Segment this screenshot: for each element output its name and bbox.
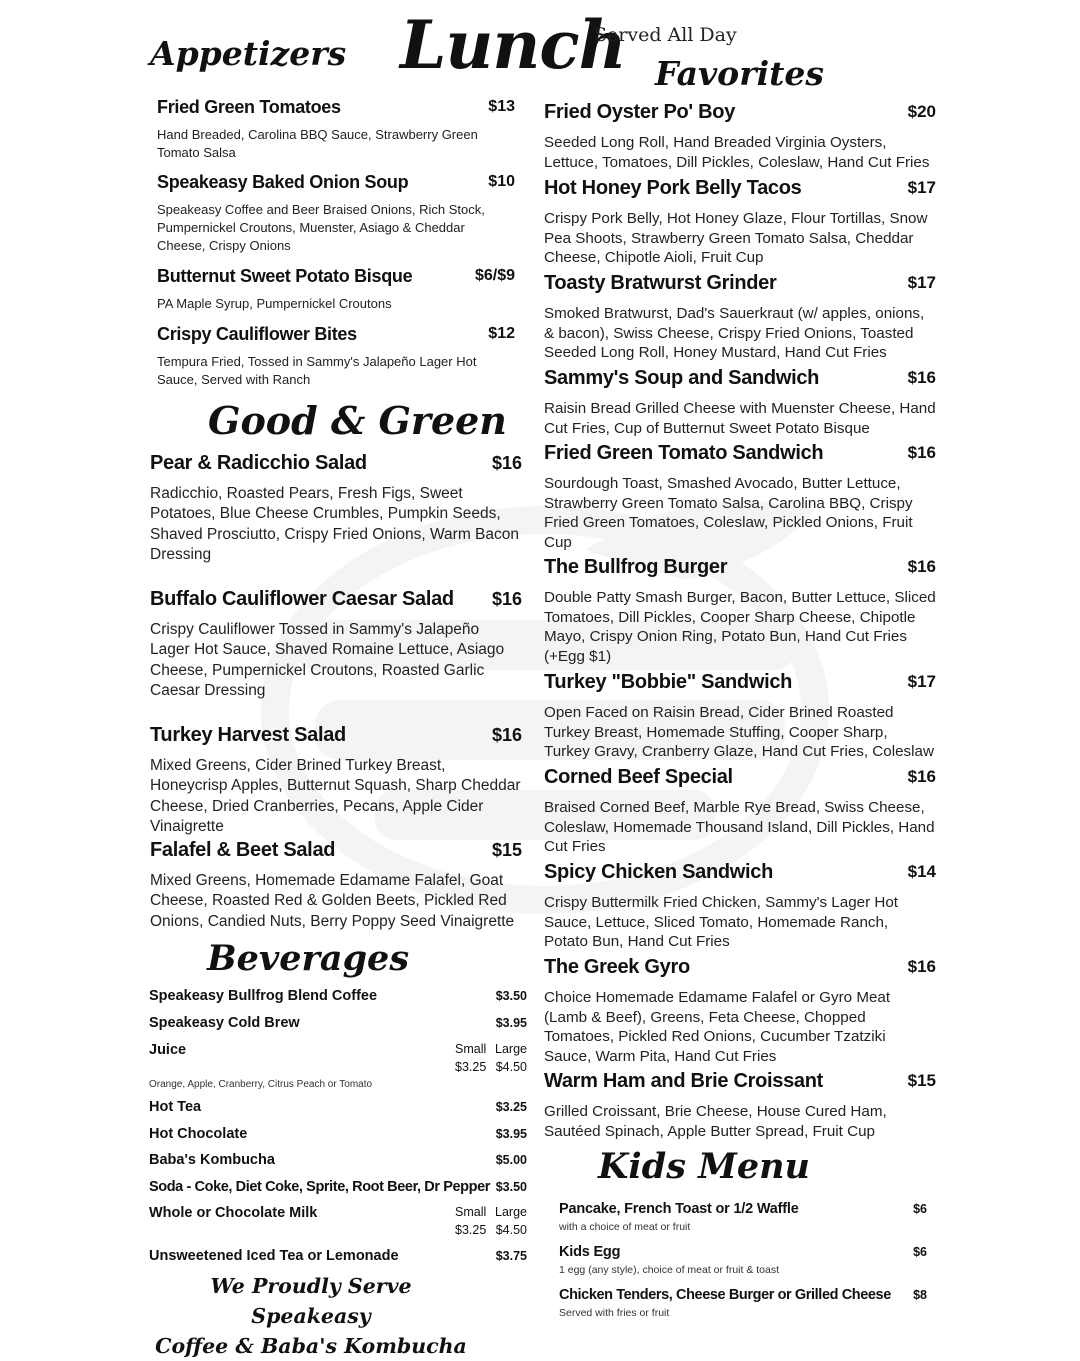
beverage-price: $3.25 xyxy=(495,1100,527,1114)
item-name: Turkey "Bobbie" Sandwich xyxy=(544,671,793,693)
appetizer-item xyxy=(157,322,515,389)
item-price: $17 xyxy=(907,178,936,197)
beverage-item xyxy=(149,1203,527,1237)
kids-item xyxy=(559,1285,927,1319)
beverage-name: Hot Chocolate xyxy=(149,1126,248,1142)
beverage-price: $5.00 xyxy=(495,1153,527,1167)
kids-item-note: 1 egg (any style), choice of meat or fruit & toast xyxy=(559,1264,780,1276)
salad-item xyxy=(150,586,522,701)
item-price: $16 xyxy=(907,767,936,786)
small-price: $3.25 xyxy=(455,1223,487,1237)
kids-item-name: Kids Egg xyxy=(559,1244,621,1260)
beverage-item xyxy=(149,1013,527,1033)
salad-item xyxy=(150,837,522,932)
item-name: Butternut Sweet Potato Bisque xyxy=(157,266,413,286)
appetizer-item xyxy=(157,170,515,255)
small-label: Small xyxy=(455,1042,487,1056)
beverage-name: Whole or Chocolate Milk xyxy=(149,1205,318,1221)
item-price: $16 xyxy=(907,443,936,462)
appetizer-item xyxy=(157,264,515,313)
item-price: $17 xyxy=(907,672,936,691)
item-description: Hand Breaded, Carolina BBQ Sauce, Strawberry Green Tomato Salsa xyxy=(157,127,478,160)
kids-item-price: $8 xyxy=(913,1288,927,1302)
item-name: Fried Green Tomato Sandwich xyxy=(544,442,824,464)
beverage-name: Speakeasy Cold Brew xyxy=(149,1015,300,1031)
small-price: $3.25 xyxy=(455,1060,487,1074)
beverage-item xyxy=(149,986,527,1006)
item-name: Crispy Cauliflower Bites xyxy=(157,324,357,344)
favorite-item xyxy=(544,1068,936,1141)
salad-item xyxy=(150,450,522,565)
item-name: Pear & Radicchio Salad xyxy=(150,452,367,474)
beverage-name: Speakeasy Bullfrog Blend Coffee xyxy=(149,988,378,1004)
beverage-price: $3.95 xyxy=(495,1016,527,1030)
item-description: Speakeasy Coffee and Beer Braised Onions, Rich Stock, Pumpernickel Croutons, Muenster, Asiago & Cheddar Cheese, Crispy Onions xyxy=(157,202,485,253)
item-price: $16 xyxy=(491,453,522,473)
item-description: Tempura Fried, Tossed in Sammy's Jalapeño Lager Hot Sauce, Served with Ranch xyxy=(157,354,477,387)
item-price: $16 xyxy=(907,957,936,976)
kids-item xyxy=(559,1242,927,1276)
item-name: Hot Honey Pork Belly Tacos xyxy=(544,177,802,199)
item-price: $20 xyxy=(907,102,936,121)
item-description: Crispy Cauliflower Tossed in Sammy's Jalapeño Lager Hot Sauce, Shaved Romaine Lettuce, Asiago Cheese, Pumpernickel Croutons, Roasted Garlic Caesar Dressing xyxy=(150,621,505,699)
favorite-item xyxy=(544,99,936,172)
item-name: Fried Oyster Po' Boy xyxy=(544,101,736,123)
appetizer-item xyxy=(157,95,515,162)
item-description: Raisin Bread Grilled Cheese with Muenster Cheese, Hand Cut Fries, Cup of Butternut Sweet Potato Bisque xyxy=(544,400,936,437)
favorites-heading: Favorites xyxy=(655,54,824,93)
item-name: Warm Ham and Brie Croissant xyxy=(544,1070,824,1092)
item-description: Radicchio, Roasted Pears, Fresh Figs, Sweet Potatoes, Blue Cheese Crumbles, Pumpkin Seeds, Shaved Prosciutto, Crispy Fried Onions, Warm Bacon Dressing xyxy=(150,485,519,563)
item-name: Fried Green Tomatoes xyxy=(157,97,341,117)
menu-title: Lunch xyxy=(400,6,626,84)
good-green-heading: Good & Green xyxy=(208,398,507,443)
item-description: Open Faced on Raisin Bread, Cider Brined Roasted Turkey Breast, Homemade Stuffing, Cooper Sharp, Turkey Gravy, Cranberry Glaze, Hand Cut Fries, Coleslaw xyxy=(544,704,934,761)
beverage-item xyxy=(149,1040,527,1090)
item-name: Spicy Chicken Sandwich xyxy=(544,861,774,883)
beverages-heading: Beverages xyxy=(207,938,410,979)
item-price: $6/$9 xyxy=(474,267,515,284)
beverage-item xyxy=(149,1097,527,1117)
appetizers-heading: Appetizers xyxy=(150,34,347,73)
item-price: $15 xyxy=(491,840,522,860)
beverage-price: $3.75 xyxy=(495,1249,527,1263)
item-description: PA Maple Syrup, Pumpernickel Croutons xyxy=(157,296,392,311)
item-price: $14 xyxy=(907,862,936,881)
item-description: Mixed Greens, Cider Brined Turkey Breast, Honeycrisp Apples, Butternut Squash, Sharp Cheddar Cheese, Dried Cranberries, Pecans, Apple Cider Vinaigrette xyxy=(150,757,521,835)
favorite-item xyxy=(544,270,936,363)
favorite-item xyxy=(544,440,936,552)
item-description: Crispy Buttermilk Fried Chicken, Sammy's Lager Hot Sauce, Lettuce, Sliced Tomato, Homemade Ranch, Potato Bun, Hand Cut Fries xyxy=(544,894,898,951)
footer-tagline xyxy=(150,1271,472,1361)
kids-item xyxy=(559,1199,927,1233)
salad-item xyxy=(150,722,522,837)
footer-line-2: Coffee & Baba's Kombucha xyxy=(155,1334,467,1358)
item-name: Falafel & Beet Salad xyxy=(150,839,336,861)
beverage-name: Unsweetened Iced Tea or Lemonade xyxy=(149,1248,399,1264)
beverage-item xyxy=(149,1177,527,1197)
large-label: Large xyxy=(495,1042,527,1056)
item-name: Buffalo Cauliflower Caesar Salad xyxy=(150,588,454,610)
large-price: $4.50 xyxy=(495,1223,527,1237)
beverage-note: Orange, Apple, Cranberry, Citrus Peach or Tomato xyxy=(149,1079,373,1090)
item-name: The Bullfrog Burger xyxy=(544,556,728,578)
item-description: Sourdough Toast, Smashed Avocado, Butter Lettuce, Strawberry Green Tomato Salsa, Carolina BBQ, Crispy Fried Green Tomatoes, Coleslaw, Pickled Onions, Fruit Cup xyxy=(544,475,913,551)
favorite-item xyxy=(544,954,936,1066)
favorite-item xyxy=(544,669,936,762)
item-description: Braised Corned Beef, Marble Rye Bread, Swiss Cheese, Coleslaw, Homemade Thousand Island, Dill Pickles, Hand Cut Fries xyxy=(544,799,935,856)
item-price: $16 xyxy=(907,368,936,387)
item-description: Grilled Croissant, Brie Cheese, House Cured Ham, Sautéed Spinach, Apple Butter Spread, Fruit Cup xyxy=(544,1103,887,1140)
item-price: $17 xyxy=(907,273,936,292)
favorite-item xyxy=(544,365,936,438)
kids-item-price: $6 xyxy=(913,1202,927,1216)
item-price: $12 xyxy=(488,325,515,342)
item-description: Smoked Bratwurst, Dad's Sauerkraut (w/ apples, onions, & bacon), Swiss Cheese, Crispy Fried Onions, Toasted Seeded Long Roll, Honey Mustard, Hand Cut Fries xyxy=(544,305,925,362)
kids-item-name: Chicken Tenders, Cheese Burger or Grilled Cheese xyxy=(559,1287,891,1303)
item-description: Seeded Long Roll, Hand Breaded Virginia Oysters, Lettuce, Tomatoes, Dill Pickles, Coleslaw, Hand Cut Fries xyxy=(544,134,930,171)
beverage-item xyxy=(149,1124,527,1144)
large-label: Large xyxy=(495,1205,527,1219)
item-description: Choice Homemade Edamame Falafel or Gyro Meat (Lamb & Beef), Greens, Feta Cheese, Chopped Tomatoes, Pickled Red Onions, Cucumber Tzatziki Sauce, Warm Pita, Hand Cut Fries xyxy=(544,989,891,1065)
item-price: $13 xyxy=(488,98,515,115)
beverage-item xyxy=(149,1150,527,1170)
item-name: Turkey Harvest Salad xyxy=(150,724,346,746)
favorite-item xyxy=(544,175,936,268)
menu-subtitle: Served All Day xyxy=(594,24,737,46)
item-description: Crispy Pork Belly, Hot Honey Glaze, Flour Tortillas, Snow Pea Shoots, Strawberry Green Tomato Salsa, Cheddar Cheese, Chipotle Aioli, Fruit Cup xyxy=(544,210,928,267)
beverage-name: Baba's Kombucha xyxy=(149,1152,275,1168)
beverage-name: Juice xyxy=(149,1042,187,1058)
item-name: Sammy's Soup and Sandwich xyxy=(544,367,820,389)
item-price: $16 xyxy=(491,589,522,609)
item-price: $16 xyxy=(907,557,936,576)
kids-menu-heading: Kids Menu xyxy=(598,1146,810,1187)
size-prices xyxy=(455,1203,527,1239)
beverage-item xyxy=(149,1246,527,1266)
beverage-price: $3.95 xyxy=(495,1127,527,1141)
item-price: $16 xyxy=(491,725,522,745)
small-label: Small xyxy=(455,1205,487,1219)
item-description: Mixed Greens, Homemade Edamame Falafel, Goat Cheese, Roasted Red & Golden Beets, Pickled Red Onions, Candied Nuts, Berry Poppy Seed Vinaigrette xyxy=(150,872,515,930)
item-price: $15 xyxy=(907,1071,936,1090)
item-name: Toasty Bratwurst Grinder xyxy=(544,272,777,294)
kids-item-note: with a choice of meat or fruit xyxy=(559,1221,691,1233)
beverage-price: $3.50 xyxy=(495,989,527,1003)
item-name: Speakeasy Baked Onion Soup xyxy=(157,172,409,192)
large-price: $4.50 xyxy=(495,1060,527,1074)
item-price: $10 xyxy=(488,173,515,190)
kids-item-price: $6 xyxy=(913,1245,927,1259)
kids-item-note: Served with fries or fruit xyxy=(559,1307,670,1319)
size-prices xyxy=(455,1040,527,1076)
beverage-price: $3.50 xyxy=(495,1180,527,1194)
footer-line-1: We Proudly Serve Speakeasy xyxy=(210,1274,412,1328)
favorite-item xyxy=(544,764,936,857)
favorite-item xyxy=(544,554,936,666)
item-name: Corned Beef Special xyxy=(544,766,733,788)
beverage-name: Hot Tea xyxy=(149,1099,202,1115)
item-description: Double Patty Smash Burger, Bacon, Butter Lettuce, Sliced Tomatoes, Dill Pickles, Cooper Sharp Cheese, Chipotle Mayo, Crispy Onion Ring, Potato Bun, Hand Cut Fries (+Egg $1) xyxy=(544,589,936,665)
favorite-item xyxy=(544,859,936,952)
item-name: The Greek Gyro xyxy=(544,956,690,978)
beverage-name: Soda - Coke, Diet Coke, Sprite, Root Beer, Dr Pepper xyxy=(149,1179,490,1195)
kids-item-name: Pancake, French Toast or 1/2 Waffle xyxy=(559,1201,799,1217)
